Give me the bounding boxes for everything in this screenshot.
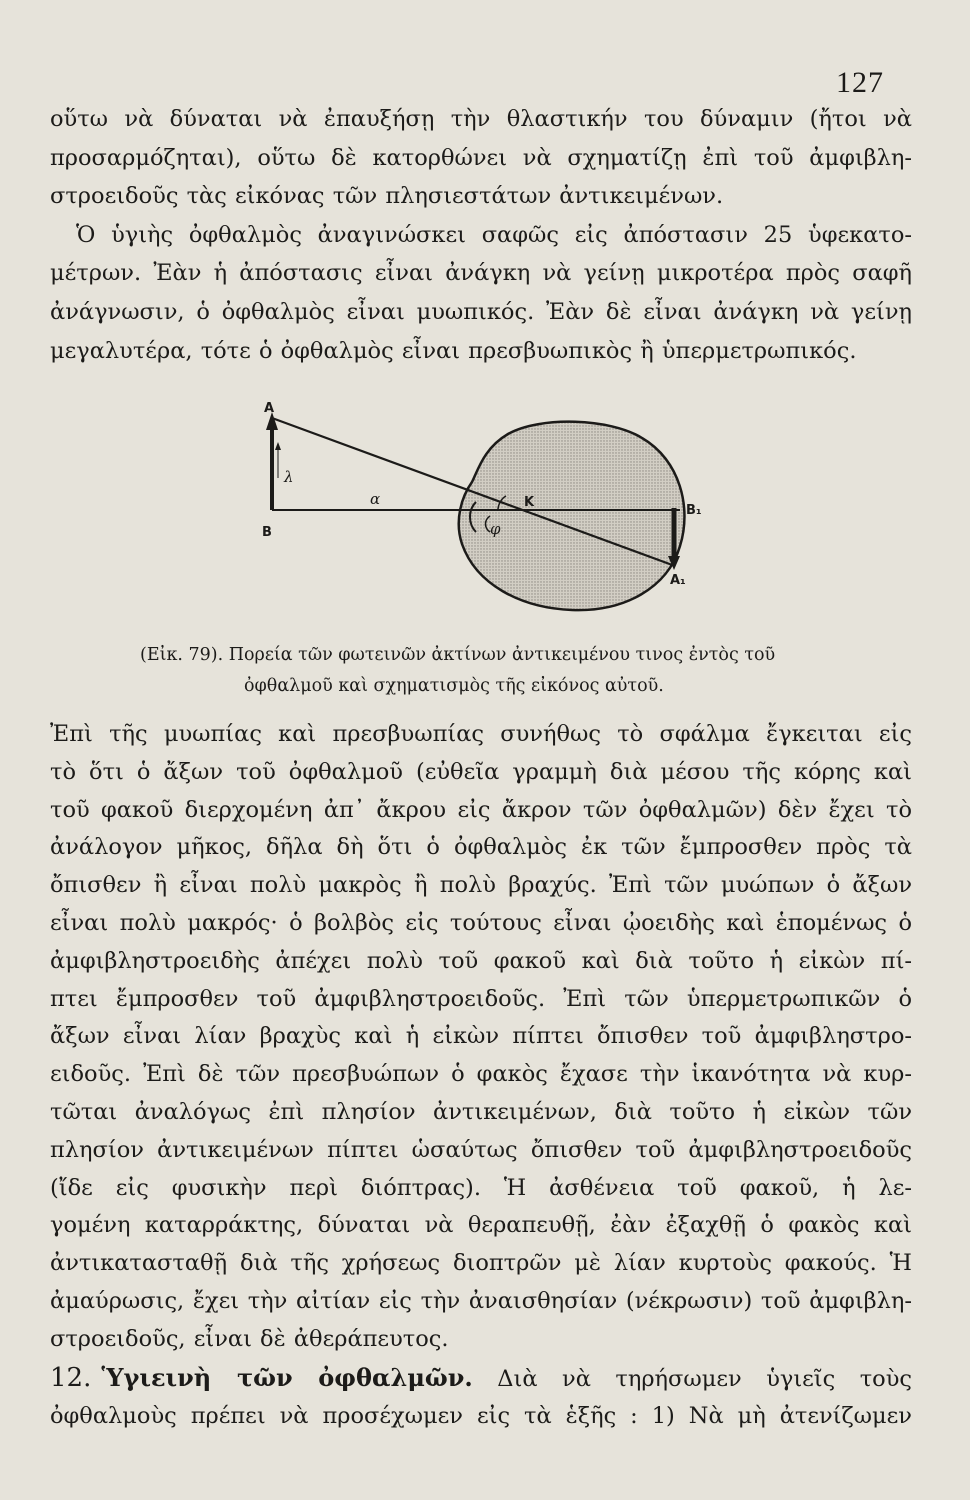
text-line: ὀφθαλμοὺς πρέπει νὰ προσέχωμεν εἰς τὰ ἑξῆς : 1) Νὰ μὴ ἀτενίζωμεν (50, 1403, 912, 1430)
text-line: στροειδοῦς τὰς εἰκόνας τῶν πλησιεστάτων ἀντικειμένων. (50, 183, 724, 210)
text-line: τῶται ἀναλόγως ἐπὶ πλησίον ἀντικειμένων, διὰ τοῦτο ἡ εἰκὼν τῶν (50, 1098, 912, 1125)
text-line: ἀντικατασταθῇ διὰ τῆς χρήσεως διοπτρῶν μὲ λίαν κυρτοὺς φακούς. Ἡ (50, 1250, 912, 1277)
section-number: 12. (50, 1362, 92, 1393)
label-B1: B₁ (686, 503, 702, 518)
page-number: 127 (836, 66, 884, 99)
label-K: K (524, 495, 535, 510)
text-line: μεγαλυτέρα, τότε ὁ ὀφθαλμὸς εἶναι πρεσβυωπικὸς ἢ ὑπερμετρωπικός. (50, 337, 857, 364)
figure-caption (140, 640, 840, 702)
eye-diagram (240, 398, 730, 628)
upper-text (50, 100, 912, 370)
text-line: Ἐπὶ τῆς μυωπίας καὶ πρεσβυωπίας συνήθως τὸ σφάλμα ἔγκειται εἰς (50, 721, 912, 747)
label-B: B (262, 525, 272, 540)
text-line: ὄπισθεν ἢ εἶναι πολὺ μακρὸς ἢ πολὺ βραχύς. Ἐπὶ τῶν μυώπων ὁ ἄξων (50, 872, 912, 899)
text-line: (ἴδε εἰς φυσικὴν περὶ διόπτρας). Ἡ ἀσθένεια τοῦ φακοῦ, ἡ λε- (50, 1174, 912, 1201)
eye-diagram-figure (240, 398, 730, 628)
text-line: τὸ ὅτι ὁ ἄξων τοῦ ὀφθαλμοῦ (εὐθεῖα γραμμὴ διὰ μέσου τῆς κόρης καὶ (50, 758, 912, 785)
caption-line: (Εἰκ. 79). Πορεία τῶν φωτεινῶν ἀκτίνων ἀντικειμένου τινος ἐντὸς τοῦ (140, 645, 776, 665)
text-line: προσαρμόζηται), οὕτω δὲ κατορθώνει νὰ σχηματίζῃ ἐπὶ τοῦ ἀμφιβλη- (50, 144, 912, 171)
text-line: ἀνάγνωσιν, ὁ ὀφθαλμὸς εἶναι μυωπικός. Ἐὰν δὲ εἶναι ἀνάγκη νὰ γείνῃ (50, 298, 912, 325)
text-line: πλησίον ἀντικειμένων πίπτει ὡσαύτως ὄπισθεν τοῦ ἀμφιβληστροειδοῦς (50, 1136, 912, 1163)
section-title: Ὑγιεινὴ τῶν ὀφθαλμῶν. (101, 1362, 473, 1392)
caption-line: ὀφθαλμοῦ καὶ σχηματισμὸς τῆς εἰκόνος αὐτοῦ. (244, 676, 664, 696)
text-line: στροειδοῦς, εἶναι δὲ ἀθεράπευτος. (50, 1325, 449, 1352)
text-line: οὕτω νὰ δύναται νὰ ἐπαυξήσῃ τὴν θλαστικήν του δύναμιν (ἤτοι νὰ (50, 106, 912, 132)
eyeball-outline (459, 422, 685, 610)
text-line: εἶναι πολὺ μακρός· ὁ βολβὸς εἰς τούτους εἶναι ᾠοειδὴς καὶ ἑπομένως ὁ (50, 909, 912, 936)
text-line: ἀμαύρωσις, ἔχει τὴν αἰτίαν εἰς τὴν ἀναισθησίαν (νέκρωσιν) τοῦ ἀμφιβλη- (50, 1287, 912, 1314)
text-line: τοῦ φακοῦ διερχομένη ἀπ᾽ ἄκρου εἰς ἄκρον τῶν ὀφθαλμῶν) δὲν ἔχει τὸ (50, 796, 912, 823)
label-lambda: λ (284, 468, 294, 486)
label-phi: φ (490, 520, 501, 538)
text-line: ειδοῦς. Ἐπὶ δὲ τῶν πρεσβυώπων ὁ φακὸς ἔχασε τὴν ἱκανότητα νὰ κυρ- (50, 1061, 912, 1088)
text-line: μέτρων. Ἐὰν ἡ ἀπόστασις εἶναι ἀνάγκη νὰ γείνῃ μικροτέρα πρὸς σαφῆ (50, 260, 912, 287)
text-line: ἄξων εἶναι λίαν βραχὺς καὶ ἡ εἰκὼν πίπτει ὄπισθεν τοῦ ἀμφιβληστρο- (50, 1023, 912, 1050)
section-heading-line (50, 1359, 912, 1399)
label-A: A (264, 401, 275, 416)
text-line: ἀμφιβληστροειδὴς ἀπέχει πολὺ τοῦ φακοῦ καὶ διὰ τοῦτο ἡ εἰκὼν πί- (50, 947, 912, 974)
text-line: γομένη καταρράκτης, δύναται νὰ θεραπευθῇ, ἐὰν ἐξαχθῇ ὁ φακὸς καὶ (50, 1212, 912, 1239)
label-alpha: α (370, 490, 381, 508)
section-first-line: Διὰ νὰ τηρήσωμεν ὑγιεῖς τοὺς (497, 1365, 912, 1392)
main-text (50, 716, 912, 1436)
label-A1: A₁ (670, 573, 686, 588)
text-line: ἀνάλογον μῆκος, δῆλα δὴ ὅτι ὁ ὀφθαλμὸς ἐκ τῶν ἔμπροσθεν πρὸς τὰ (50, 834, 912, 861)
text-line: πτει ἔμπροσθεν τοῦ ἀμφιβληστροειδοῦς. Ἐπὶ τῶν ὑπερμετρωπικῶν ὁ (50, 985, 912, 1012)
text-line: Ὁ ὑγιὴς ὀφθαλμὸς ἀναγινώσκει σαφῶς εἰς ἀπόστασιν 25 ὑφεκατο- (76, 221, 912, 248)
lambda-arrow-head (275, 442, 281, 450)
